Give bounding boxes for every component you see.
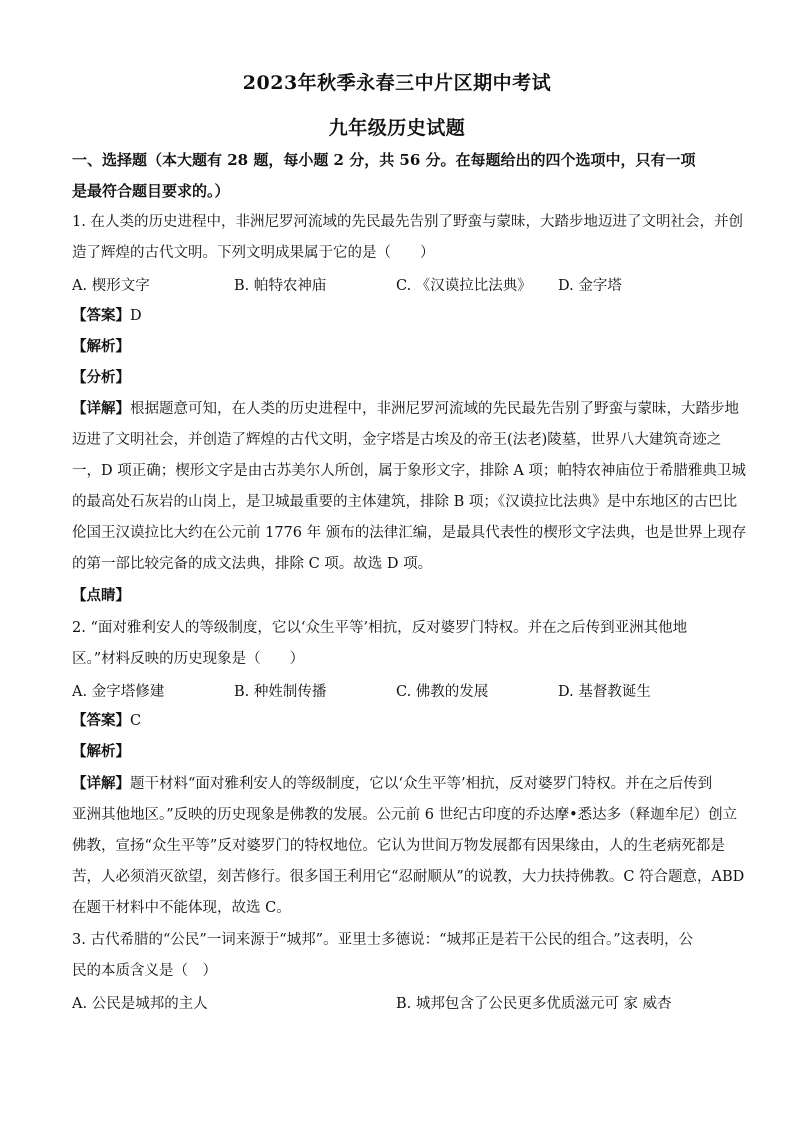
q1-option-a: A. 楔形文字 <box>72 278 150 294</box>
q2-detail-line3: 佛教，宣扬“众生平等”反对婆罗门的特权地位。它认为世间万物发展都有因果缘由，人的生老病死都是 <box>72 838 725 854</box>
q1-analysis-tag: 【解析】 <box>72 338 130 355</box>
q1-option-d: D. 金字塔 <box>558 278 622 294</box>
q3-option-b: B. 城邦包含了公民更多优质滋元可 家 威杏 <box>396 996 672 1012</box>
q1-option-b: B. 帕特农神庙 <box>234 278 327 294</box>
q1-answer-row <box>72 306 142 326</box>
q2-detail-text1: 题干材料“面对雅利安人的等级制度，它以‘众生平等’相抗，反对婆罗门特权。并在之后传到 <box>130 776 713 792</box>
detail-tag: 【详解】 <box>72 775 130 792</box>
section-heading-line2: 是最符合题目要求的。） <box>72 182 230 200</box>
q1-stem-line2: 造了辉煌的古代文明。下列文明成果属于它的是（ ） <box>72 245 435 261</box>
q1-detail-line2: 迈进了文明社会，并创造了辉煌的古代文明，金字塔是古埃及的帝王(法老)陵墓，世界八大建筑奇迹之 <box>72 432 722 448</box>
q2-stem-line1: 2. “面对雅利安人的等级制度，它以‘众生平等’相抗，反对婆罗门特权。并在之后传到亚洲其他地 <box>72 620 688 636</box>
answer-tag: 【答案】 <box>72 307 130 324</box>
q1-stem-line1: 1. 在人类的历史进程中，非洲尼罗河流域的先民最先告别了野蛮与蒙昧，大踏步地迈进了文明社会，并创 <box>72 214 743 230</box>
exam-title: 2023年秋季永春三中片区期中考试 <box>242 72 552 94</box>
q2-answer-value: C <box>130 713 142 729</box>
q2-option-a: A. 金字塔修建 <box>72 684 165 700</box>
q1-detail-text1: 根据题意可知，在人类的历史进程中，非洲尼罗河流域的先民最先告别了野蛮与蒙昧，大踏步地 <box>130 401 739 417</box>
q2-detail-line5: 在题干材料中不能体现，故选 C。 <box>72 900 291 916</box>
q1-detail-line4: 的最高处石灰岩的山岗上，是卫城最重要的主体建筑，排除 B 项；《汉谟拉比法典》是中东地区的古巴比 <box>72 494 738 510</box>
q2-detail-line2: 亚洲其他地区。”反映的历史现象是佛教的发展。公元前 6 世纪古印度的乔达摩•悉达多（释迦牟尼）创立 <box>72 807 738 823</box>
q2-option-d: D. 基督教诞生 <box>558 684 651 700</box>
q2-option-b: B. 种姓制传播 <box>234 684 327 700</box>
q1-answer-value: D <box>130 308 142 324</box>
q1-detail-line6: 的第一部比较完备的成文法典，排除 C 项。故选 D 项。 <box>72 556 433 572</box>
q2-analysis-tag: 【解析】 <box>72 743 130 760</box>
q3-option-a: A. 公民是城邦的主人 <box>72 996 208 1012</box>
q1-detail-line3: 一，D 项正确；楔形文字是由古苏美尔人所创，属于象形文字，排除 A 项；帕特农神庙位于希腊雅典卫城 <box>72 463 746 479</box>
q1-detail-line5: 伦国王汉谟拉比大约在公元前 1776 年 颁布的法律汇编，是最具代表性的楔形文字法典，也是世界上现存 <box>72 525 747 541</box>
exam-subtitle: 九年级历史试题 <box>328 117 466 139</box>
q2-detail-line1 <box>72 774 712 794</box>
q2-option-c: C. 佛教的发展 <box>396 684 489 700</box>
q1-detail-line1 <box>72 399 739 419</box>
q1-dianjing-tag: 【点睛】 <box>72 587 130 604</box>
section-heading-line1: 一、选择题（本大题有 28 题，每小题 2 分，共 56 分。在每题给出的四个选项中，只有一项 <box>72 151 696 169</box>
q1-fenxi-tag: 【分析】 <box>72 369 130 386</box>
detail-tag: 【详解】 <box>72 400 130 417</box>
q2-stem-line2: 区。”材料反映的历史现象是（ ） <box>72 651 305 667</box>
q3-stem-line2: 民的本质含义是（ ） <box>72 963 217 979</box>
answer-tag: 【答案】 <box>72 712 130 729</box>
q1-option-c: C. 《汉谟拉比法典》 <box>396 278 532 294</box>
q2-detail-line4: 苦，人必须消灭欲望，刻苦修行。很多国王利用它“忍耐顺从”的说教，大力扶持佛教。C 符合题意，ABD <box>72 869 745 885</box>
q2-answer-row <box>72 711 141 731</box>
q3-stem-line1: 3. 古代希腊的“公民”一词来源于“城邦”。亚里士多德说：“城邦正是若干公民的组合。”这表明，公 <box>72 932 694 948</box>
